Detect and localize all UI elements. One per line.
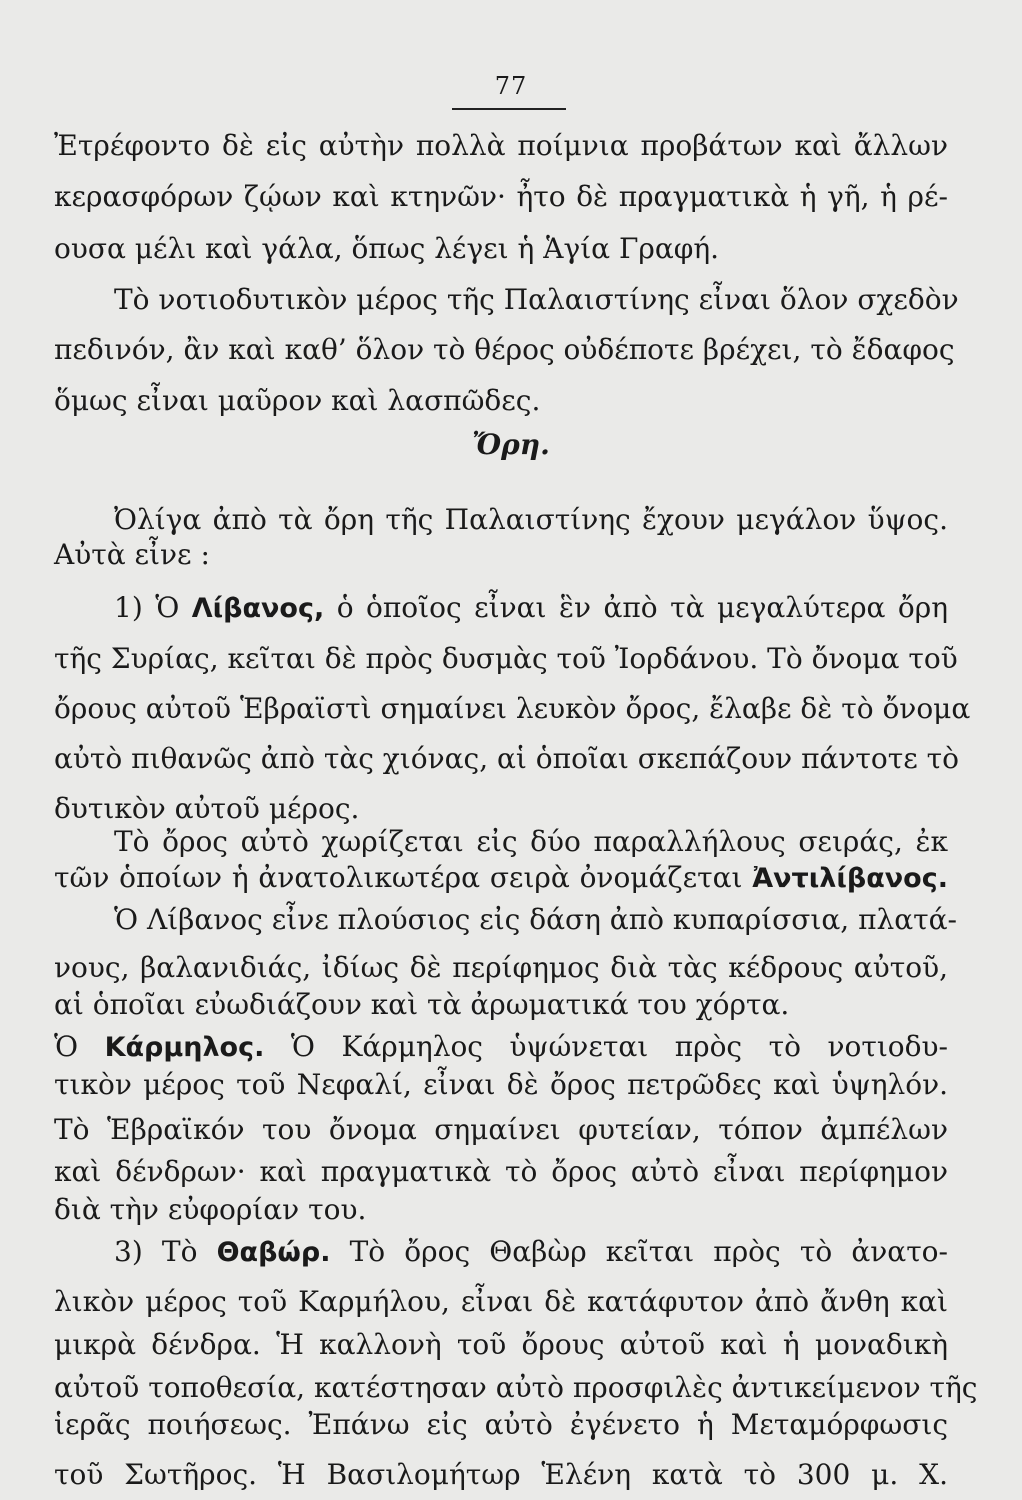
text-segment: διὰ τὴν εὐφορίαν του. <box>54 1193 367 1226</box>
text-segment: νους, βαλανιδιάς, ἰδίως δὲ περίφημος διὰ τὰς κέδρους αὐτοῦ, <box>54 951 948 984</box>
text-line <box>54 535 948 575</box>
text-line <box>54 280 959 320</box>
text-line <box>54 689 971 729</box>
bold-term: Θαβώρ. <box>216 1237 331 1268</box>
text-segment: Ὁ Κάρμηλος ὑψώνεται πρὸς τὸ νοτιοδυ- <box>264 1030 948 1063</box>
text-line <box>54 1027 948 1067</box>
text-segment: αὐτοῦ τοποθεσία, κατέστησαν αὐτὸ προσφιλὲς ἀντικείμενον τῆς <box>54 1371 978 1404</box>
text-line <box>54 330 955 370</box>
text-segment: 1) Ὁ <box>114 591 192 624</box>
text-line <box>54 229 948 269</box>
text-segment: μικρὰ δένδρα. Ἡ καλλονὴ τοῦ ὄρους αὐτοῦ καὶ ἡ μοναδικὴ <box>54 1328 948 1361</box>
text-line <box>54 1065 948 1105</box>
text-line <box>54 177 948 217</box>
text-segment: Ὁ Λίβανος εἶνε πλούσιος εἰς δάση ἀπὸ κυπαρίσσια, πλατά- <box>114 903 957 936</box>
text-segment: 3) Τὸ <box>114 1235 217 1268</box>
text-line <box>54 822 948 862</box>
bold-term: Ἀντιλίβανος. <box>752 863 948 894</box>
text-segment: τικὸν μέρος τοῦ Νεφαλί, εἶναι δὲ ὄρος πετρῶδες καὶ ὑψηλόν. <box>54 1068 948 1101</box>
text-segment: τῆς Συρίας, κεῖται δὲ πρὸς δυσμὰς τοῦ Ἰορδάνου. Τὸ ὄνομα τοῦ <box>54 642 958 675</box>
text-line <box>54 985 948 1025</box>
text-segment: πεδινόν, ἂν καὶ καθ’ ὅλον τὸ θέρος οὐδέποτε βρέχει, τὸ ἔδαφος <box>54 333 955 366</box>
text-line <box>54 381 948 421</box>
text-segment: κερασφόρων ζῴων καὶ κτηνῶν· ἦτο δὲ πραγματικὰ ἡ γῆ, ἡ ρέ- <box>54 180 948 213</box>
text-line <box>54 900 957 940</box>
text-line <box>54 126 948 166</box>
text-line <box>54 1152 948 1192</box>
text-line <box>54 1368 978 1408</box>
text-line <box>54 1232 948 1272</box>
text-segment: τοῦ Σωτῆρος. Ἡ Βασιλομήτωρ Ἑλένη κατὰ τὸ 300 μ. Χ. <box>54 1458 948 1491</box>
text-segment: αὐτὸ πιθανῶς ἀπὸ τὰς χιόνας, αἱ ὁποῖαι σκεπάζουν πάντοτε τὸ <box>54 742 960 775</box>
text-line <box>54 1282 948 1322</box>
text-line <box>54 1405 948 1445</box>
bold-term: Κάρμηλος. <box>104 1032 265 1063</box>
bold-term: Λίβανος, <box>191 593 325 624</box>
text-segment: ουσα μέλι καὶ γάλα, ὅπως λέγει ἡ Ἁγία Γραφή. <box>54 232 720 265</box>
text-segment: ἱερᾶς ποιήσεως. Ἐπάνω εἰς αὐτὸ ἐγένετο ἡ Μεταμόρφωσις <box>54 1408 948 1441</box>
text-line <box>54 858 948 898</box>
section-heading: Ὄρη. <box>472 428 550 461</box>
text-segment: δυτικὸν αὐτοῦ μέρος. <box>54 792 360 825</box>
text-segment: τῶν ὁποίων ἡ ἀνατολικωτέρα σειρὰ ὀνομάζεται <box>54 861 753 894</box>
text-segment: Τὸ Ἑβραϊκόν του ὄνομα σημαίνει φυτείαν, τόπον ἀμπέλων <box>54 1113 948 1146</box>
text-line <box>54 739 960 779</box>
text-line <box>54 1455 948 1495</box>
text-segment: καὶ δένδρων· καὶ πραγματικὰ τὸ ὄρος αὐτὸ εἶναι περίφημον <box>54 1155 948 1188</box>
text-segment: ὄρους αὐτοῦ Ἑβραϊστὶ σημαίνει λευκὸν ὄρος, ἔλαβε δὲ τὸ ὄνομα <box>54 692 971 725</box>
text-line <box>54 588 948 628</box>
text-segment: Ὁ <box>54 1030 105 1063</box>
text-segment: ὁ ὁποῖος εἶναι ἓν ἀπὸ τὰ μεγαλύτερα ὄρη <box>324 591 948 624</box>
text-segment: Τὸ ὄρος αὐτὸ χωρίζεται εἰς δύο παραλλήλους σειράς, ἐκ <box>114 825 948 858</box>
text-line <box>54 1190 948 1230</box>
text-segment: Ὀλίγα ἀπὸ τὰ ὄρη τῆς Παλαιστίνης ἔχουν μεγάλον ὕψος. <box>114 503 948 536</box>
text-segment: Τὸ ὄρος Θαβὼρ κεῖται πρὸς τὸ ἀνατο- <box>330 1235 949 1268</box>
text-segment: λικὸν μέρος τοῦ Καρμήλου, εἶναι δὲ κατάφυτον ἀπὸ ἄνθη καὶ <box>54 1285 948 1318</box>
text-segment: ὅμως εἶναι μαῦρον καὶ λασπῶδες. <box>54 384 541 417</box>
text-line <box>54 639 958 679</box>
text-line <box>54 500 948 540</box>
text-segment: αἱ ὁποῖαι εὐωδιάζουν καὶ τὰ ἀρωματικά του χόρτα. <box>54 988 790 1021</box>
page-number: 77 <box>494 72 528 100</box>
text-segment: Τὸ νοτιοδυτικὸν μέρος τῆς Παλαιστίνης εἶναι ὅλον σχεδὸν <box>114 283 959 316</box>
page-number-rule <box>452 108 566 110</box>
text-segment: Ἐτρέφοντο δὲ εἰς αὐτὴν πολλὰ ποίμνια προβάτων καὶ ἄλλων <box>54 129 948 162</box>
text-line <box>54 948 948 988</box>
text-segment: Αὐτὰ εἶνε : <box>54 538 210 571</box>
text-line <box>54 1325 948 1365</box>
text-line <box>54 1110 948 1150</box>
